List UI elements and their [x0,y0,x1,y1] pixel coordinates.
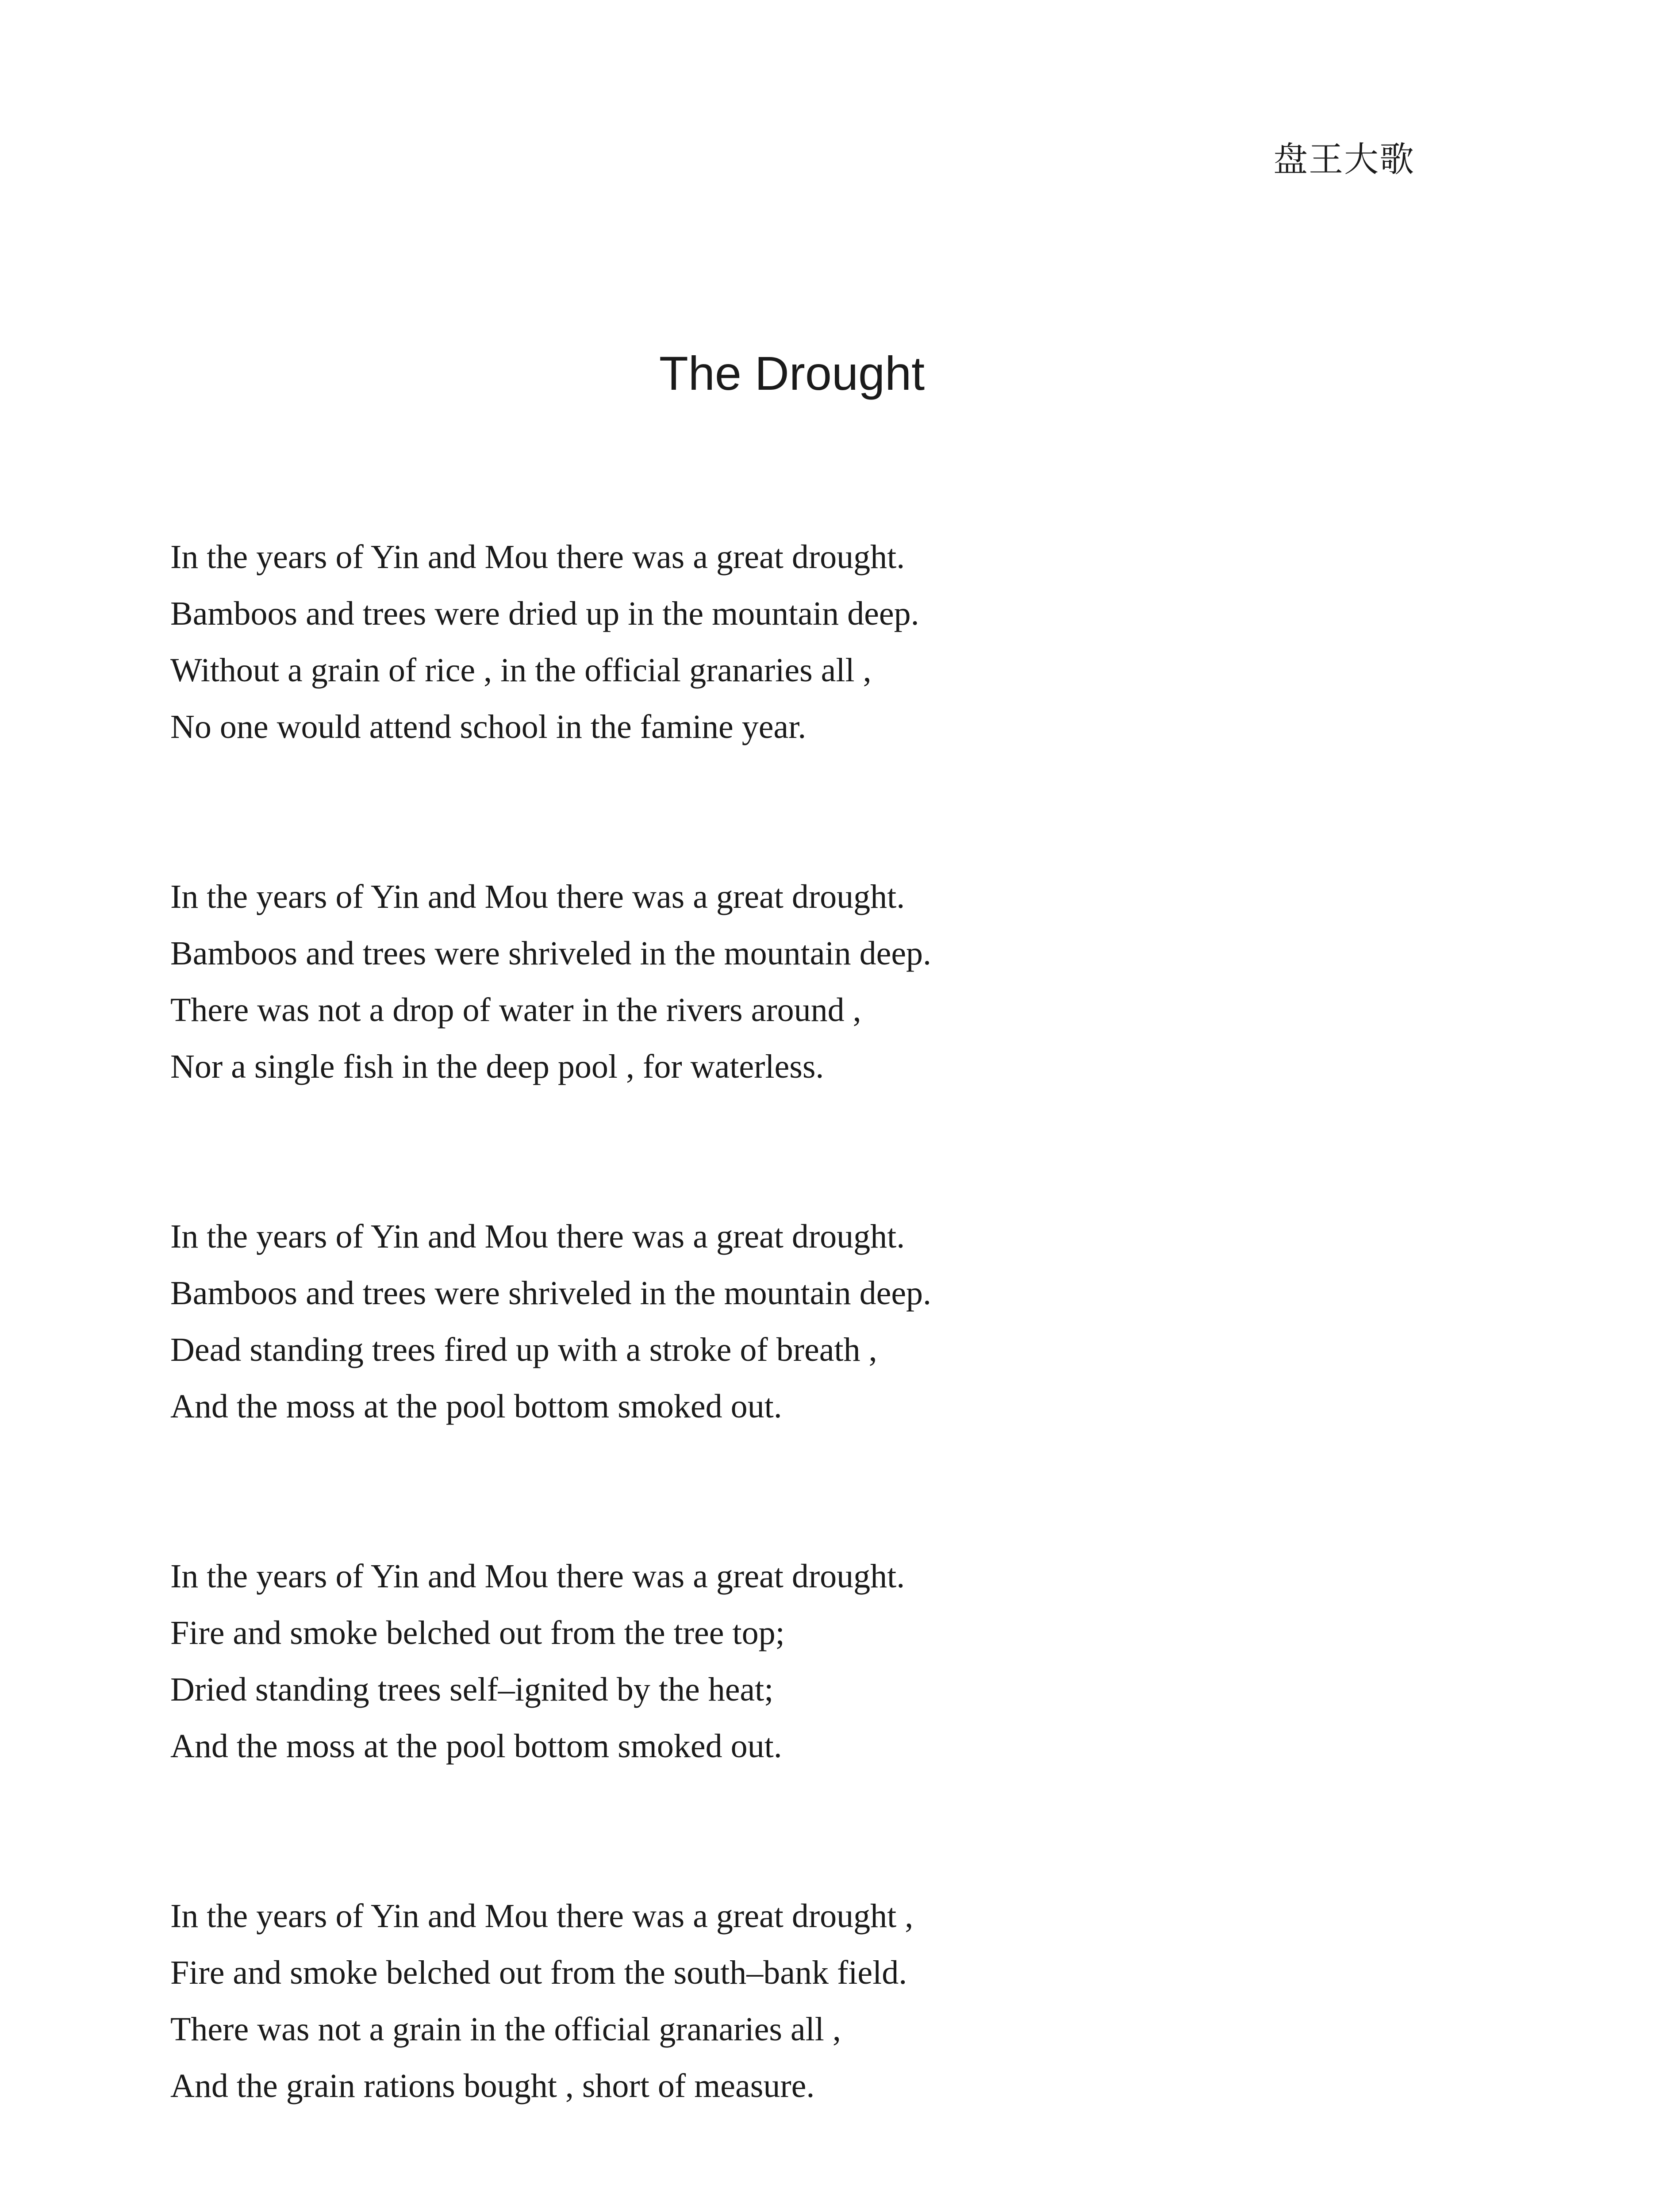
poem-line: Fire and smoke belched out from the south–bank field. [170,1954,907,1991]
stanza-4 [170,1548,1321,1774]
poem-line: In the years of Yin and Mou there was a great drought. [170,1558,905,1595]
poem-line: And the grain rations bought , short of measure. [170,2067,815,2104]
poem-line: Dead standing trees fired up with a stroke of breath , [170,1331,877,1368]
poem-line: In the years of Yin and Mou there was a great drought. [170,1218,905,1255]
running-header: 盘王大歌 [1273,140,1415,180]
poem-line: Bamboos and trees were shriveled in the mountain deep. [170,935,932,972]
poem-line: In the years of Yin and Mou there was a great drought , [170,1897,914,1935]
poem-line: There was not a grain in the official granaries all , [170,2011,841,2048]
poem-line: There was not a drop of water in the rivers around , [170,991,861,1029]
stanza-5 [170,1888,1321,2114]
poem-line: In the years of Yin and Mou there was a great drought. [170,538,905,576]
poem-line: No one would attend school in the famine year. [170,708,807,745]
poem-line: Bamboos and trees were shriveled in the mountain deep. [170,1275,932,1312]
poem-line: Dried standing trees self–ignited by the heat; [170,1671,774,1708]
poem-title: The Drought [659,346,925,400]
poem-line: Fire and smoke belched out from the tree top; [170,1614,785,1651]
poem-line: Without a grain of rice , in the official granaries all , [170,652,872,689]
poem-line: And the moss at the pool bottom smoked out. [170,1728,782,1765]
poem-line: And the moss at the pool bottom smoked out. [170,1388,782,1425]
poem-line: In the years of Yin and Mou there was a great drought. [170,878,905,915]
poem-line: Bamboos and trees were dried up in the mountain deep. [170,595,919,632]
stanza-3 [170,1208,1321,1435]
poem-line: Nor a single fish in the deep pool , for waterless. [170,1048,824,1085]
stanza-1 [170,529,1321,755]
poem-body [170,529,1321,2212]
stanza-2 [170,868,1321,1095]
